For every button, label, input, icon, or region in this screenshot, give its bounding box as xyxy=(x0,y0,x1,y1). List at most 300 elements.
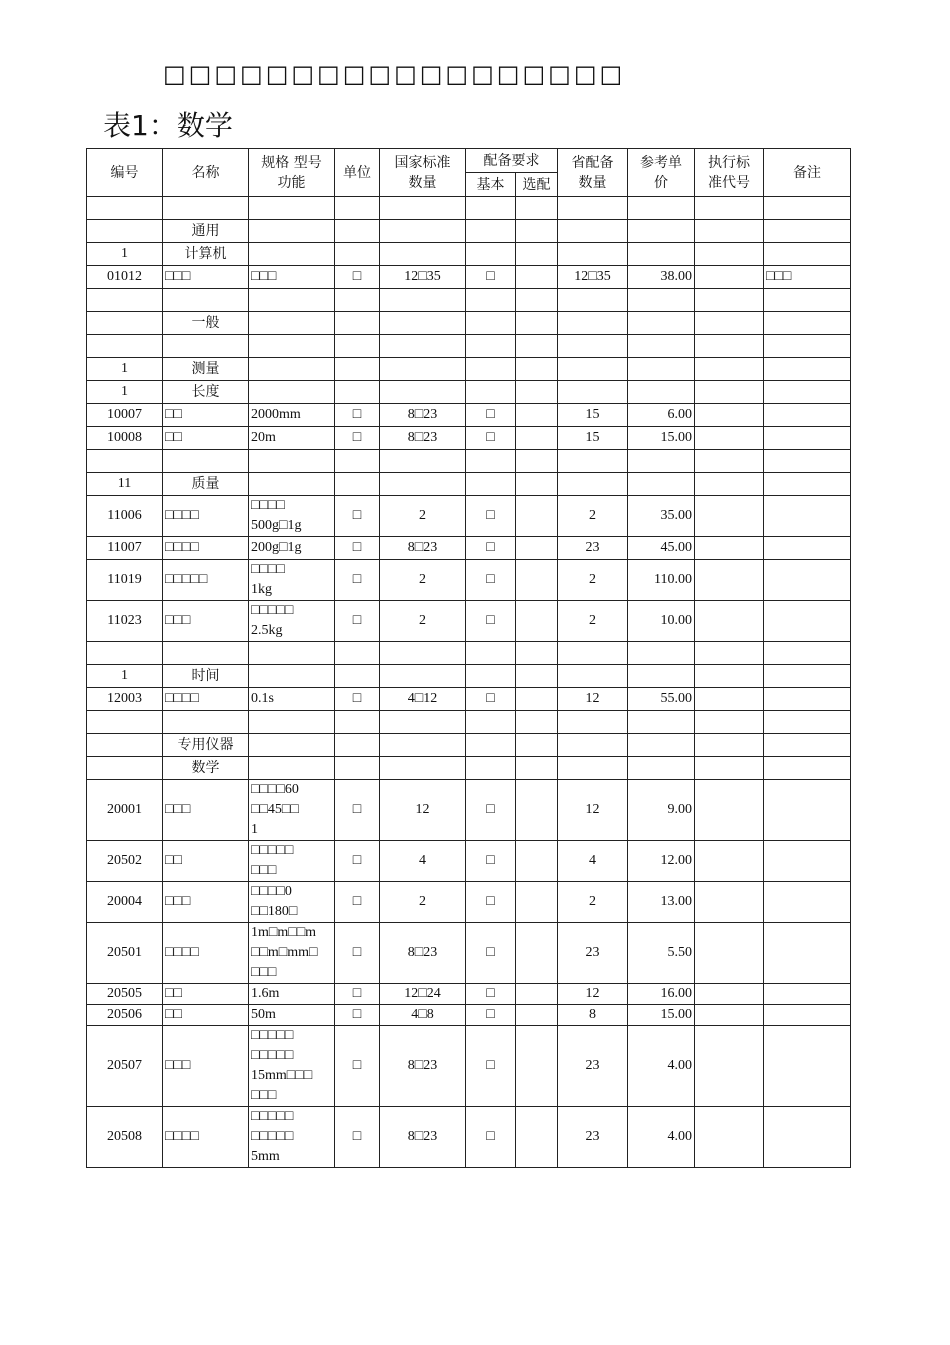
cell-code: 1 xyxy=(87,243,163,266)
cell-standard xyxy=(695,473,764,496)
cell-basic xyxy=(466,381,516,404)
cell-national: 2 xyxy=(380,882,466,923)
cell-basic: □ xyxy=(466,537,516,560)
cell-provincial: 23 xyxy=(558,537,628,560)
cell-code: 11007 xyxy=(87,537,163,560)
cell-note xyxy=(764,780,851,841)
cell-basic: □ xyxy=(466,427,516,450)
cell-spec: 20m xyxy=(249,427,335,450)
cell-optional xyxy=(516,688,558,711)
cell-standard xyxy=(695,537,764,560)
cell-standard xyxy=(695,984,764,1005)
cell-national: 12□35 xyxy=(380,266,466,289)
cell-provincial xyxy=(558,757,628,780)
cell-standard xyxy=(695,642,764,665)
cell-name: □□□□ xyxy=(163,923,249,984)
cell-provincial: 2 xyxy=(558,882,628,923)
cell-note xyxy=(764,427,851,450)
cell-code: 1 xyxy=(87,665,163,688)
cell-price: 16.00 xyxy=(628,984,695,1005)
cell-spec xyxy=(249,312,335,335)
cell-standard xyxy=(695,358,764,381)
cell-price: 55.00 xyxy=(628,688,695,711)
cell-name: □□ xyxy=(163,427,249,450)
cell-name: □□□□ xyxy=(163,496,249,537)
cell-national xyxy=(380,734,466,757)
cell-name: □□□ xyxy=(163,266,249,289)
cell-note xyxy=(764,688,851,711)
cell-national: 2 xyxy=(380,601,466,642)
cell-price: 10.00 xyxy=(628,601,695,642)
cell-standard xyxy=(695,335,764,358)
table-row xyxy=(87,882,851,923)
cell-name xyxy=(163,335,249,358)
cell-note xyxy=(764,1005,851,1026)
cell-provincial: 8 xyxy=(558,1005,628,1026)
cell-provincial: 15 xyxy=(558,404,628,427)
cell-price xyxy=(628,734,695,757)
cell-national: 4□12 xyxy=(380,688,466,711)
cell-note xyxy=(764,665,851,688)
cell-price xyxy=(628,642,695,665)
cell-provincial xyxy=(558,197,628,220)
cell-provincial xyxy=(558,711,628,734)
cell-price: 4.00 xyxy=(628,1026,695,1107)
cell-unit xyxy=(335,381,380,404)
cell-spec: □□□□ 500g□1g xyxy=(249,496,335,537)
cell-optional xyxy=(516,197,558,220)
cell-name: □□ xyxy=(163,841,249,882)
cell-code xyxy=(87,312,163,335)
cell-standard xyxy=(695,560,764,601)
cell-code: 10008 xyxy=(87,427,163,450)
cell-note xyxy=(764,734,851,757)
cell-optional xyxy=(516,381,558,404)
cell-note xyxy=(764,450,851,473)
cell-code: 20507 xyxy=(87,1026,163,1107)
cell-code: 1 xyxy=(87,358,163,381)
cell-basic xyxy=(466,312,516,335)
cell-note xyxy=(764,560,851,601)
cell-code xyxy=(87,289,163,312)
cell-spec: □□□ xyxy=(249,266,335,289)
cell-note xyxy=(764,243,851,266)
cell-spec xyxy=(249,335,335,358)
cell-basic: □ xyxy=(466,984,516,1005)
cell-optional xyxy=(516,1026,558,1107)
cell-optional xyxy=(516,560,558,601)
cell-basic: □ xyxy=(466,560,516,601)
cell-price: 110.00 xyxy=(628,560,695,601)
cell-national: 4 xyxy=(380,841,466,882)
cell-provincial xyxy=(558,243,628,266)
cell-optional xyxy=(516,734,558,757)
cell-price xyxy=(628,289,695,312)
cell-name: □□□□ xyxy=(163,537,249,560)
cell-unit xyxy=(335,473,380,496)
cell-price: 5.50 xyxy=(628,923,695,984)
cell-spec: □□□□□ 2.5kg xyxy=(249,601,335,642)
cell-optional xyxy=(516,473,558,496)
cell-spec xyxy=(249,734,335,757)
cell-optional xyxy=(516,312,558,335)
cell-price: 12.00 xyxy=(628,841,695,882)
cell-basic: □ xyxy=(466,1026,516,1107)
cell-unit xyxy=(335,289,380,312)
cell-provincial: 15 xyxy=(558,427,628,450)
cell-optional xyxy=(516,358,558,381)
cell-standard xyxy=(695,289,764,312)
header-price: 参考单 价 xyxy=(628,149,695,197)
cell-spec xyxy=(249,642,335,665)
cell-note xyxy=(764,197,851,220)
cell-national: 8□23 xyxy=(380,427,466,450)
header-basic: 基本 xyxy=(466,173,516,197)
cell-optional xyxy=(516,537,558,560)
cell-basic: □ xyxy=(466,923,516,984)
cell-name: □□□□□ xyxy=(163,560,249,601)
cell-code xyxy=(87,757,163,780)
cell-name: □□ xyxy=(163,404,249,427)
cell-note xyxy=(764,923,851,984)
cell-spec: □□□□□ □□□ xyxy=(249,841,335,882)
cell-provincial xyxy=(558,473,628,496)
cell-optional xyxy=(516,427,558,450)
table-row xyxy=(87,711,851,734)
cell-spec xyxy=(249,289,335,312)
section-row xyxy=(87,220,851,243)
cell-name xyxy=(163,289,249,312)
section-row xyxy=(87,665,851,688)
cell-spec xyxy=(249,473,335,496)
cell-note: □□□ xyxy=(764,266,851,289)
cell-unit xyxy=(335,335,380,358)
section-row xyxy=(87,243,851,266)
cell-standard xyxy=(695,734,764,757)
cell-standard xyxy=(695,665,764,688)
cell-standard xyxy=(695,601,764,642)
cell-national xyxy=(380,381,466,404)
cell-national: 2 xyxy=(380,496,466,537)
cell-standard xyxy=(695,1107,764,1168)
cell-national: 8□23 xyxy=(380,404,466,427)
cell-unit: □ xyxy=(335,1107,380,1168)
cell-optional xyxy=(516,289,558,312)
cell-unit xyxy=(335,358,380,381)
cell-optional xyxy=(516,642,558,665)
cell-spec xyxy=(249,665,335,688)
cell-basic xyxy=(466,665,516,688)
cell-national xyxy=(380,665,466,688)
cell-spec: 1.6m xyxy=(249,984,335,1005)
cell-name: □□□ xyxy=(163,882,249,923)
cell-basic xyxy=(466,734,516,757)
cell-national: 12□24 xyxy=(380,984,466,1005)
page-title: □□□□□□□□□□□□□□□□□□ xyxy=(163,60,626,88)
cell-optional xyxy=(516,404,558,427)
cell-provincial: 12 xyxy=(558,984,628,1005)
cell-unit xyxy=(335,243,380,266)
cell-note xyxy=(764,358,851,381)
cell-unit: □ xyxy=(335,923,380,984)
cell-standard xyxy=(695,711,764,734)
table-row xyxy=(87,537,851,560)
cell-name xyxy=(163,450,249,473)
cell-standard xyxy=(695,841,764,882)
cell-national xyxy=(380,757,466,780)
cell-note xyxy=(764,757,851,780)
cell-provincial: 23 xyxy=(558,1026,628,1107)
cell-code xyxy=(87,642,163,665)
cell-optional xyxy=(516,780,558,841)
table-row xyxy=(87,780,851,841)
cell-unit: □ xyxy=(335,984,380,1005)
cell-name: □□ xyxy=(163,1005,249,1026)
table-body xyxy=(87,197,851,1168)
cell-basic: □ xyxy=(466,688,516,711)
cell-name: 通用 xyxy=(163,220,249,243)
cell-code xyxy=(87,220,163,243)
table-row xyxy=(87,601,851,642)
cell-spec: 1m□m□□m □□m□mm□ □□□ xyxy=(249,923,335,984)
cell-unit xyxy=(335,665,380,688)
cell-price xyxy=(628,335,695,358)
cell-basic xyxy=(466,220,516,243)
cell-code xyxy=(87,711,163,734)
cell-spec xyxy=(249,381,335,404)
cell-national: 12 xyxy=(380,780,466,841)
cell-provincial xyxy=(558,381,628,404)
cell-standard xyxy=(695,757,764,780)
cell-standard xyxy=(695,882,764,923)
cell-national xyxy=(380,450,466,473)
cell-unit xyxy=(335,734,380,757)
cell-provincial xyxy=(558,450,628,473)
cell-unit xyxy=(335,711,380,734)
cell-optional xyxy=(516,335,558,358)
cell-unit: □ xyxy=(335,1026,380,1107)
cell-spec: 2000mm xyxy=(249,404,335,427)
cell-basic: □ xyxy=(466,601,516,642)
table-row xyxy=(87,197,851,220)
cell-provincial: 2 xyxy=(558,601,628,642)
cell-note xyxy=(764,601,851,642)
cell-optional xyxy=(516,450,558,473)
cell-code: 11019 xyxy=(87,560,163,601)
cell-national xyxy=(380,711,466,734)
cell-code: 20001 xyxy=(87,780,163,841)
cell-basic xyxy=(466,711,516,734)
cell-name: □□□□ xyxy=(163,688,249,711)
cell-code: 01012 xyxy=(87,266,163,289)
header-code: 编号 xyxy=(87,149,163,197)
cell-provincial xyxy=(558,734,628,757)
cell-unit: □ xyxy=(335,688,380,711)
cell-standard xyxy=(695,450,764,473)
cell-provincial xyxy=(558,642,628,665)
cell-unit: □ xyxy=(335,841,380,882)
table-row xyxy=(87,496,851,537)
table-row xyxy=(87,1005,851,1026)
cell-price xyxy=(628,711,695,734)
cell-unit: □ xyxy=(335,601,380,642)
cell-code: 20004 xyxy=(87,882,163,923)
cell-national: 4□8 xyxy=(380,1005,466,1026)
table-heading: 表1：数学 xyxy=(103,109,233,142)
cell-price: 15.00 xyxy=(628,427,695,450)
cell-unit: □ xyxy=(335,780,380,841)
cell-national xyxy=(380,358,466,381)
cell-basic xyxy=(466,450,516,473)
cell-name: 专用仪器 xyxy=(163,734,249,757)
header-standard: 执行标 准代号 xyxy=(695,149,764,197)
cell-provincial: 2 xyxy=(558,496,628,537)
cell-note xyxy=(764,537,851,560)
cell-note xyxy=(764,381,851,404)
cell-price: 15.00 xyxy=(628,1005,695,1026)
cell-price xyxy=(628,381,695,404)
cell-optional xyxy=(516,220,558,243)
cell-basic: □ xyxy=(466,266,516,289)
cell-code: 11023 xyxy=(87,601,163,642)
cell-provincial: 23 xyxy=(558,923,628,984)
cell-optional xyxy=(516,984,558,1005)
cell-optional xyxy=(516,243,558,266)
cell-note xyxy=(764,1026,851,1107)
cell-spec: □□□□60 □□45□□ 1 xyxy=(249,780,335,841)
cell-code: 11006 xyxy=(87,496,163,537)
cell-price: 35.00 xyxy=(628,496,695,537)
cell-optional xyxy=(516,757,558,780)
cell-optional xyxy=(516,601,558,642)
cell-code: 20505 xyxy=(87,984,163,1005)
section-row xyxy=(87,734,851,757)
section-row xyxy=(87,381,851,404)
cell-basic xyxy=(466,757,516,780)
cell-provincial: 2 xyxy=(558,560,628,601)
cell-name: □□ xyxy=(163,984,249,1005)
cell-standard xyxy=(695,381,764,404)
cell-spec xyxy=(249,358,335,381)
cell-name: 计算机 xyxy=(163,243,249,266)
table-row xyxy=(87,404,851,427)
section-row xyxy=(87,473,851,496)
table-row xyxy=(87,923,851,984)
cell-provincial xyxy=(558,335,628,358)
cell-code: 20506 xyxy=(87,1005,163,1026)
cell-spec xyxy=(249,197,335,220)
header-national-qty: 国家标准 数量 xyxy=(380,149,466,197)
cell-spec xyxy=(249,711,335,734)
cell-code xyxy=(87,734,163,757)
table-row xyxy=(87,560,851,601)
cell-code: 20501 xyxy=(87,923,163,984)
cell-spec: 50m xyxy=(249,1005,335,1026)
cell-name: 测量 xyxy=(163,358,249,381)
cell-standard xyxy=(695,220,764,243)
cell-basic xyxy=(466,642,516,665)
cell-name: □□□□ xyxy=(163,1107,249,1168)
table-row xyxy=(87,266,851,289)
cell-optional xyxy=(516,923,558,984)
cell-code xyxy=(87,335,163,358)
cell-basic: □ xyxy=(466,496,516,537)
table-row xyxy=(87,1107,851,1168)
cell-provincial xyxy=(558,289,628,312)
cell-name: 数学 xyxy=(163,757,249,780)
cell-name: 长度 xyxy=(163,381,249,404)
cell-code xyxy=(87,197,163,220)
cell-unit: □ xyxy=(335,1005,380,1026)
cell-standard xyxy=(695,688,764,711)
cell-optional xyxy=(516,496,558,537)
cell-spec: □□□□□ □□□□□ 15mm□□□ □□□ xyxy=(249,1026,335,1107)
cell-price xyxy=(628,243,695,266)
cell-unit xyxy=(335,197,380,220)
cell-price: 38.00 xyxy=(628,266,695,289)
cell-standard xyxy=(695,1026,764,1107)
cell-standard xyxy=(695,780,764,841)
cell-unit: □ xyxy=(335,404,380,427)
cell-spec: □□□□0 □□180□ xyxy=(249,882,335,923)
cell-name: □□□ xyxy=(163,780,249,841)
cell-optional xyxy=(516,882,558,923)
cell-note xyxy=(764,220,851,243)
cell-note xyxy=(764,841,851,882)
cell-spec xyxy=(249,243,335,266)
cell-price xyxy=(628,220,695,243)
cell-code: 11 xyxy=(87,473,163,496)
header-note: 备注 xyxy=(764,149,851,197)
cell-note xyxy=(764,312,851,335)
cell-standard xyxy=(695,266,764,289)
cell-price: 6.00 xyxy=(628,404,695,427)
section-row xyxy=(87,358,851,381)
header-unit: 单位 xyxy=(335,149,380,197)
cell-name: □□□ xyxy=(163,601,249,642)
cell-spec xyxy=(249,450,335,473)
cell-price xyxy=(628,197,695,220)
cell-spec xyxy=(249,757,335,780)
cell-standard xyxy=(695,312,764,335)
table-row xyxy=(87,427,851,450)
cell-code: 10007 xyxy=(87,404,163,427)
cell-code: 20508 xyxy=(87,1107,163,1168)
header-spec: 规格 型号 功能 xyxy=(249,149,335,197)
section-row xyxy=(87,757,851,780)
cell-optional xyxy=(516,266,558,289)
cell-unit xyxy=(335,757,380,780)
cell-national xyxy=(380,642,466,665)
cell-standard xyxy=(695,404,764,427)
cell-provincial: 12 xyxy=(558,688,628,711)
cell-price xyxy=(628,473,695,496)
cell-basic: □ xyxy=(466,1005,516,1026)
cell-code: 20502 xyxy=(87,841,163,882)
section-row xyxy=(87,312,851,335)
cell-note xyxy=(764,711,851,734)
table-row xyxy=(87,984,851,1005)
cell-price xyxy=(628,450,695,473)
cell-price: 4.00 xyxy=(628,1107,695,1168)
table-row xyxy=(87,335,851,358)
cell-unit: □ xyxy=(335,537,380,560)
cell-note xyxy=(764,473,851,496)
cell-national xyxy=(380,243,466,266)
cell-note xyxy=(764,882,851,923)
cell-note xyxy=(764,984,851,1005)
cell-name xyxy=(163,642,249,665)
